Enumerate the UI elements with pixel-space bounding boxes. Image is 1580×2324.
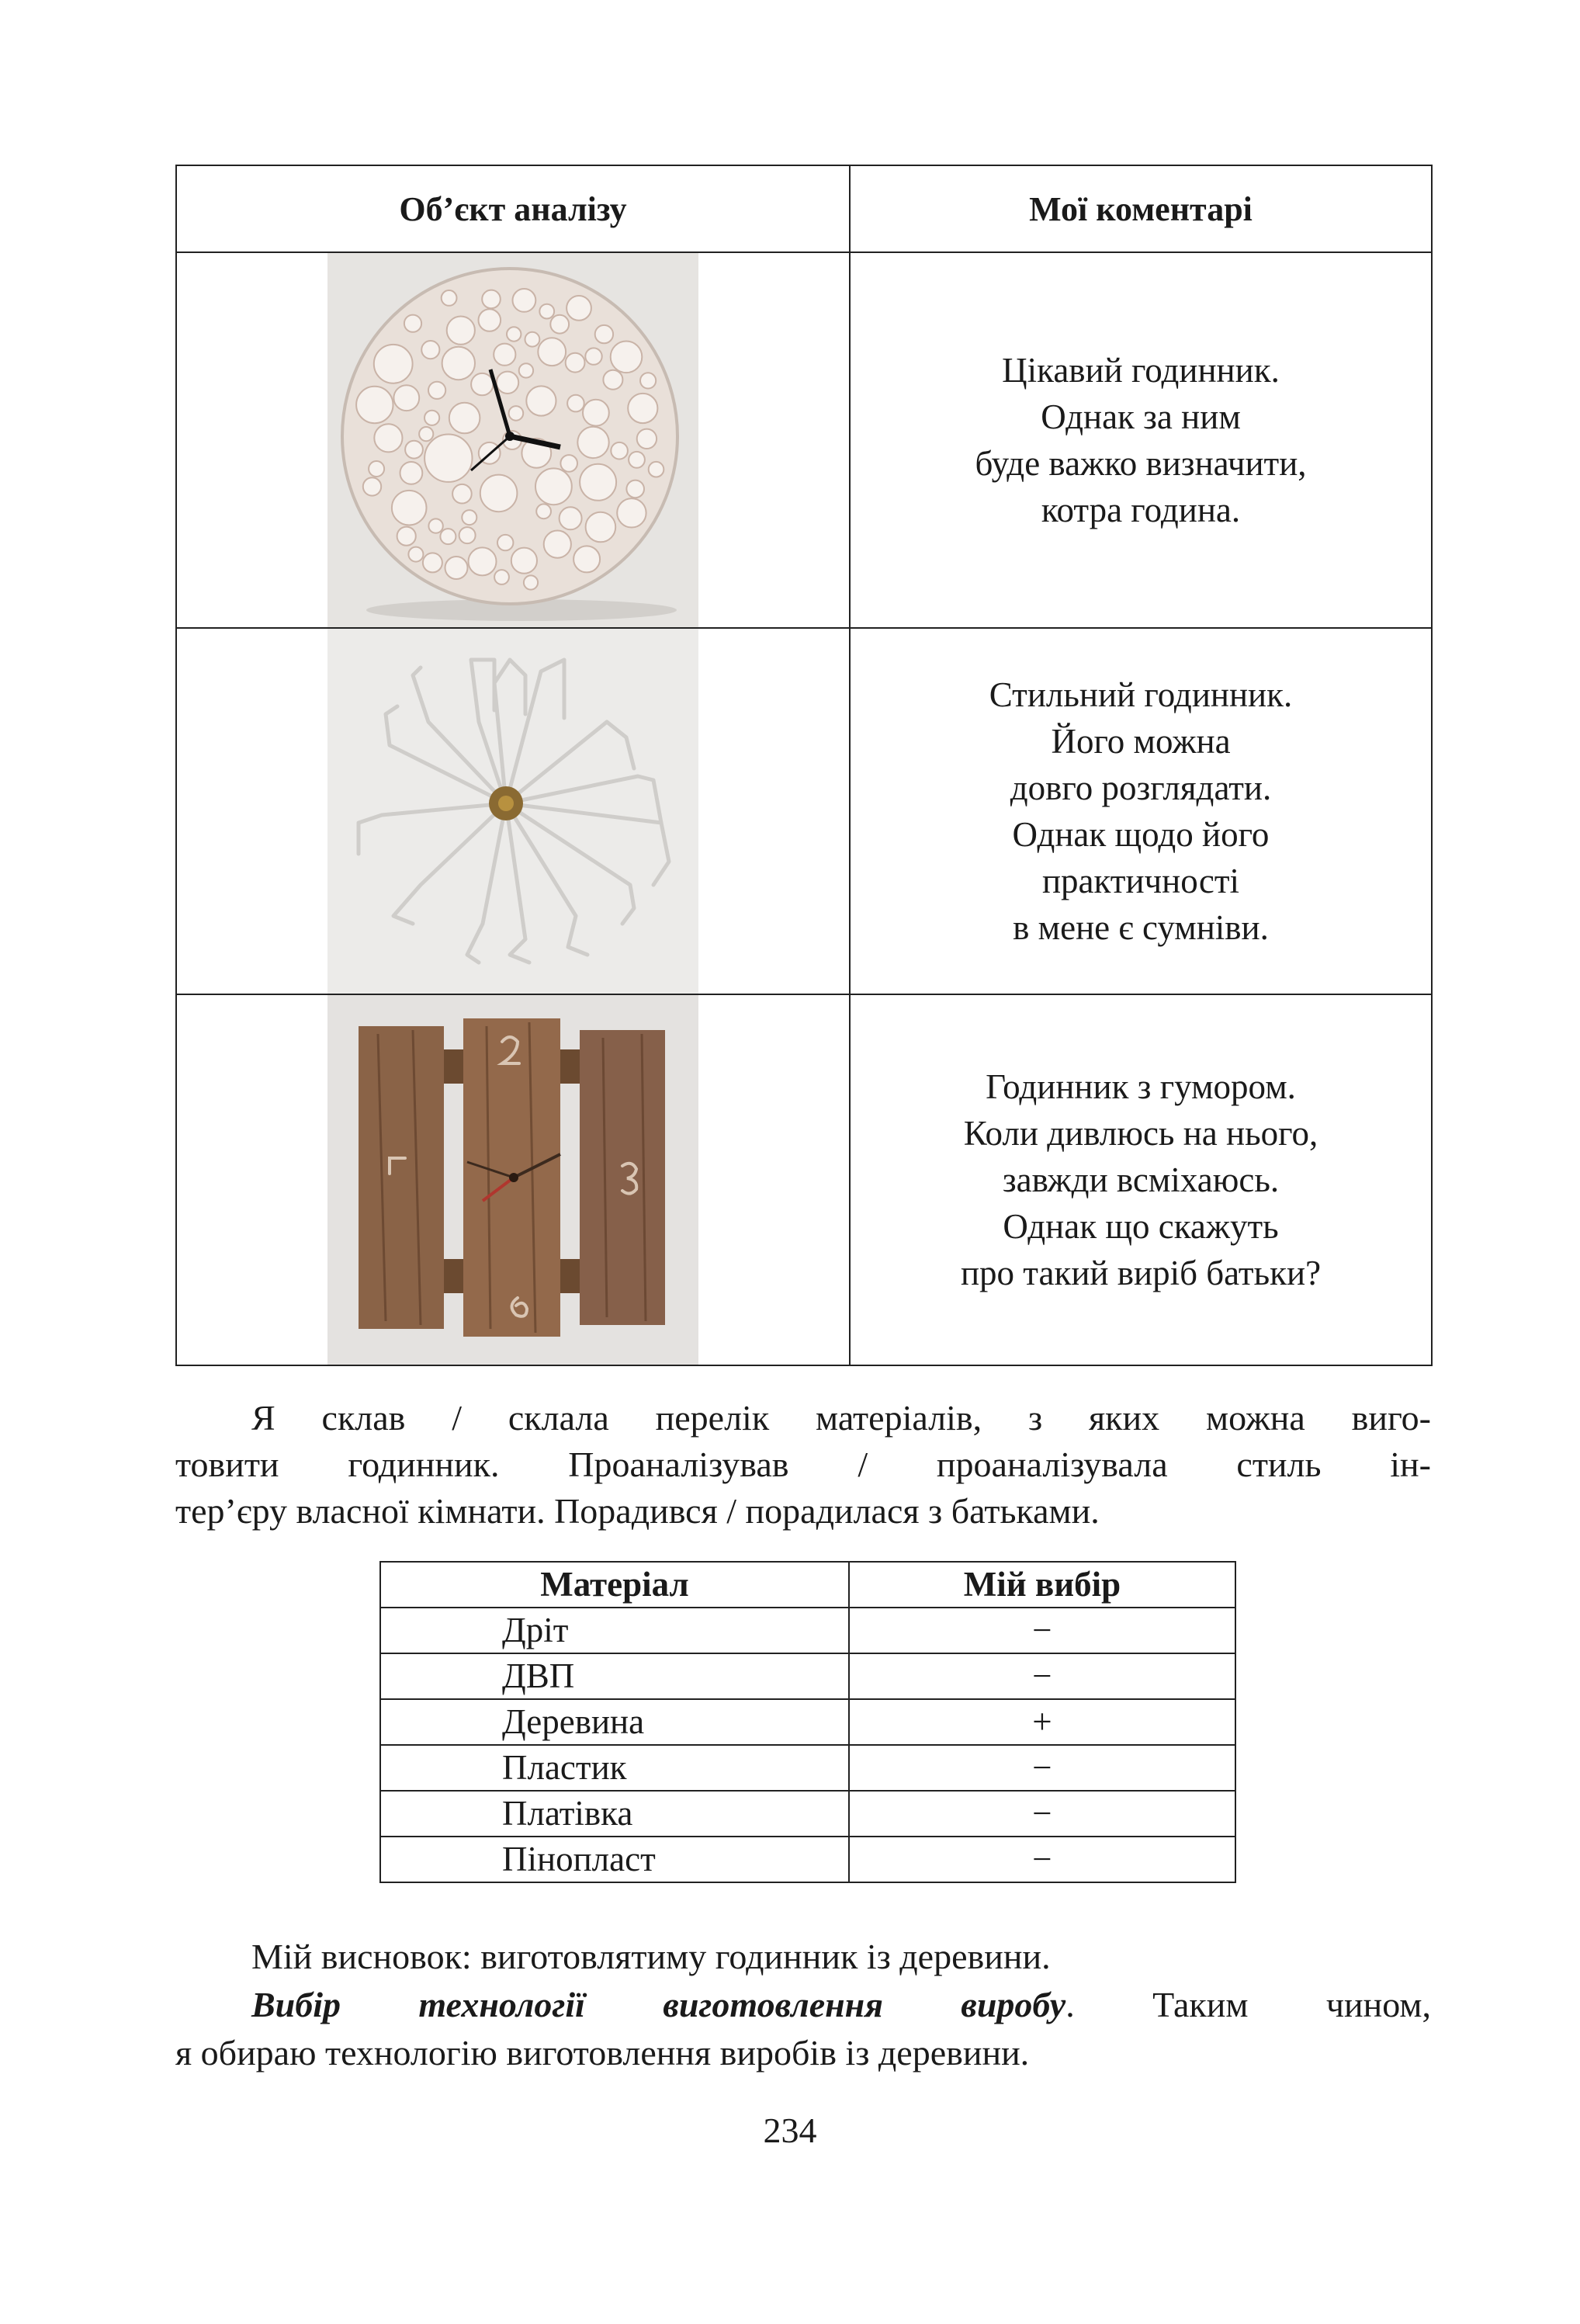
analysis-row [176,994,1432,1365]
choice-cell: − [849,1608,1235,1653]
comment-line: Цікавий годинник. [1002,351,1280,390]
header-choice: Мій вибір [849,1562,1235,1608]
comment-line: буде важко визначити, [975,444,1307,483]
comment-line: Однак що скажуть [1003,1207,1279,1246]
comment-line: Годинник з гумором. [986,1067,1296,1106]
comment-cell [850,252,1432,628]
comment-line: Коли дивлюсь на нього, [963,1114,1318,1153]
conclusion-block [175,1933,1431,2077]
table-row [380,1653,1235,1699]
material-cell: Пінопласт [380,1837,849,1882]
paragraph-line: Я склав / склала перелік матеріалів, з яких можна виго- [251,1398,1431,1438]
image-cell [176,628,850,994]
conclusion-line [175,1981,1431,2029]
material-cell: Пластик [380,1745,849,1791]
comment-line: довго розглядати. [1010,768,1272,807]
comment-line: завжди всміхаюсь. [1002,1160,1280,1199]
paragraph-line: тер’єру власної кімнати. Порадився / порадилася з батьками. [175,1491,1100,1531]
page-number: 234 [763,2111,817,2150]
header-material: Матеріал [380,1562,849,1608]
comment-line: в мене є сумніви. [1013,908,1269,947]
header-comments: Мої коментарі [850,165,1432,252]
material-cell: Дріт [380,1608,849,1653]
comment-cell [850,628,1432,994]
analysis-paragraph [175,1395,1431,1535]
analysis-row [176,628,1432,994]
table-row [380,1791,1235,1837]
image-cell [176,994,850,1365]
analysis-header-row [176,165,1432,252]
table-row [380,1608,1235,1653]
materials-header-row [380,1562,1235,1608]
comment-line: Стильний годинник. [989,675,1293,714]
round-wood-slice-clock-image [327,253,698,627]
material-cell: ДВП [380,1653,849,1699]
image-cell [176,252,850,628]
choice-cell: + [849,1699,1235,1745]
conclusion-line: я обираю технологію виготовлення виробів із деревини. [175,2033,1030,2073]
wooden-plank-clock-image [327,995,698,1365]
comment-cell [850,994,1432,1365]
choice-cell: − [849,1791,1235,1837]
conclusion-text: . Таким чином, [1065,1985,1431,2024]
comment-line: про такий виріб батьки? [960,1254,1322,1292]
comment-line: Однак щодо його [1012,815,1270,854]
material-cell: Деревина [380,1699,849,1745]
materials-table [379,1561,1236,1883]
analysis-row [176,252,1432,628]
material-cell: Платівка [380,1791,849,1837]
choice-cell: − [849,1837,1235,1882]
wire-spoke-clock-image [327,629,698,994]
comment-line: Однак за ним [1041,397,1241,436]
technology-choice-heading: Вибір технології виготовлення виробу [251,1985,1066,2024]
comment-line: Його можна [1051,722,1231,761]
choice-cell: − [849,1745,1235,1791]
analysis-table [175,165,1433,1366]
header-object: Об’єкт аналізу [176,165,850,252]
conclusion-line: Мій висновок: виготовлятиму годинник із деревини. [251,1937,1051,1976]
comment-line: практичності [1041,862,1240,900]
table-row [380,1699,1235,1745]
table-row [380,1745,1235,1791]
table-row [380,1837,1235,1882]
comment-line: котра година. [1041,491,1241,529]
paragraph-line: товити годинник. Проаналізував / проаналізувала стиль ін- [175,1445,1431,1484]
choice-cell: − [849,1653,1235,1699]
